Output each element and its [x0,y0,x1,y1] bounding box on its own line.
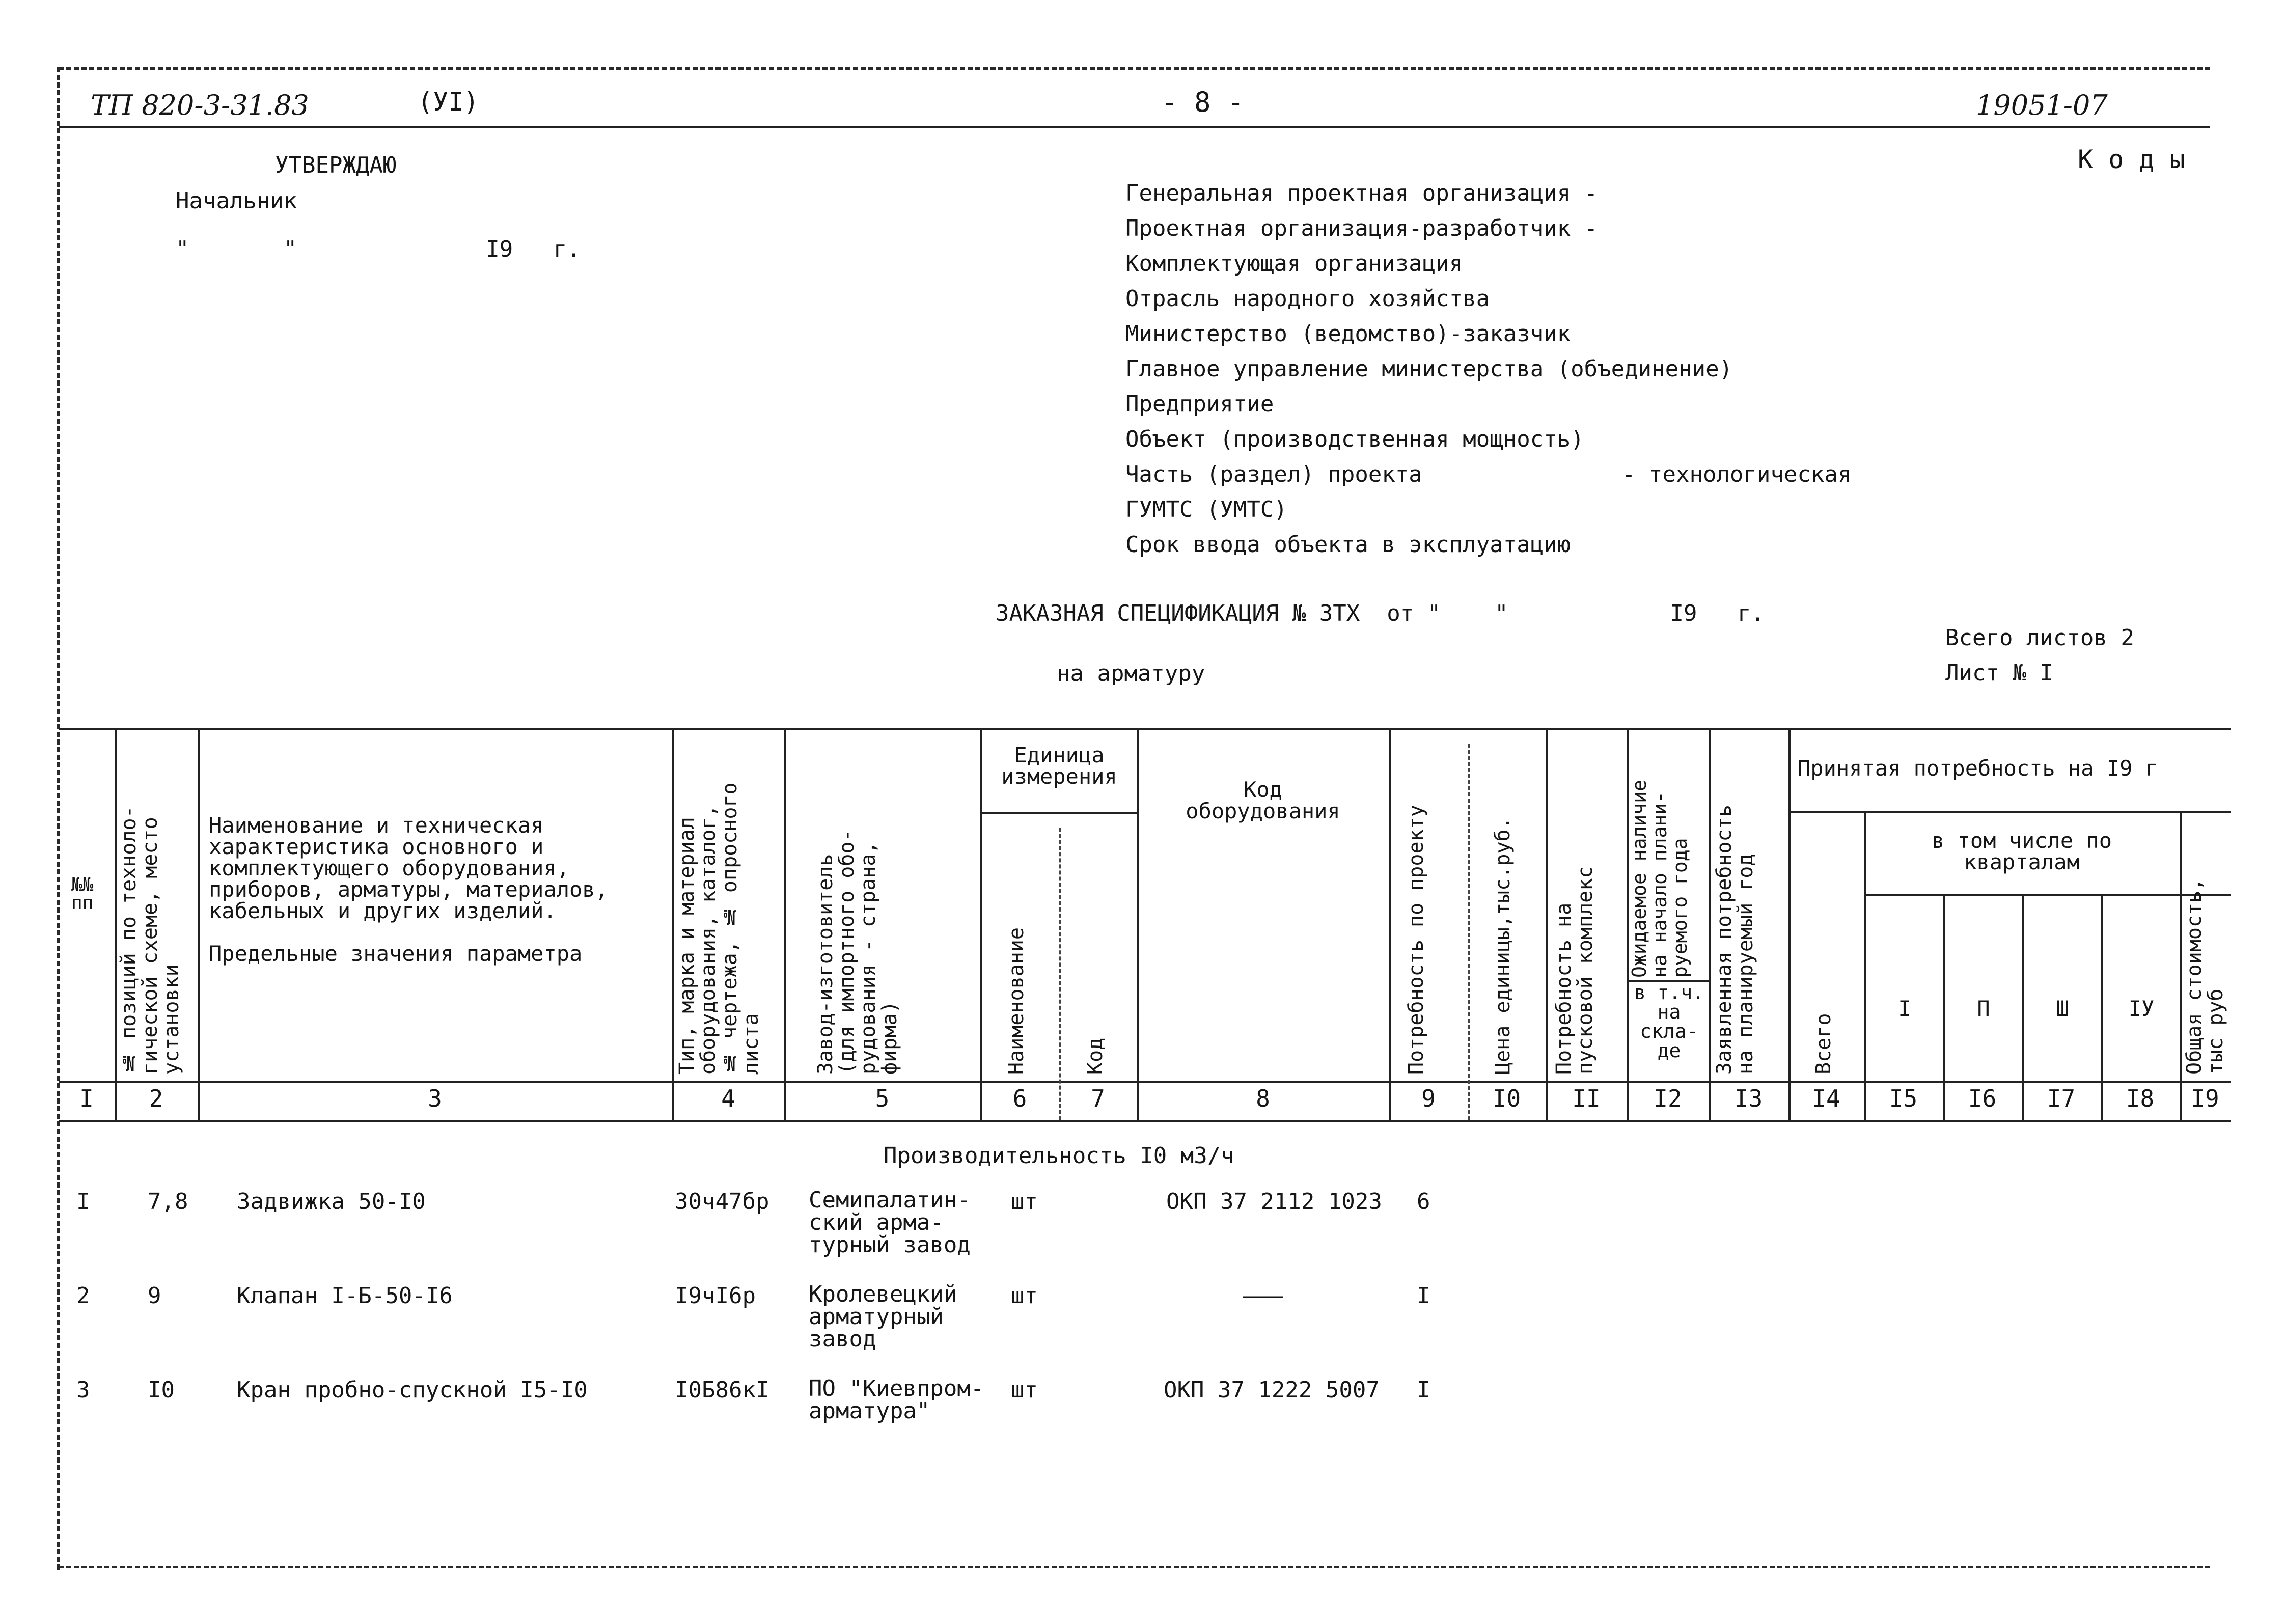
header-col-2: № позиций по техноло- гической схеме, место установки [117,806,183,1075]
column-number: I7 [2047,1085,2076,1112]
frame-left-border [57,67,60,1570]
org-line: Генеральная проектная организация - [1125,180,1598,206]
col-line-dashed [1059,828,1061,1120]
header-col-7: Код [1084,1037,1107,1075]
row-position: I0 [148,1377,175,1403]
col-line [1546,728,1548,1120]
sheet-number: Лист № I [1945,660,2053,686]
row-type: 30ч47бр [675,1189,769,1215]
column-number: I3 [1734,1085,1763,1112]
column-number: II [1572,1085,1601,1112]
col-line [1709,728,1711,1120]
header-col-8: Код оборудования [1186,777,1340,823]
column-number: 6 [1012,1085,1027,1112]
col-line [1137,728,1139,1120]
org-line: Отрасль народного хозяйства [1125,286,1490,312]
header-col-11: Потребность на пусковой комплекс [1552,866,1597,1075]
column-number: 8 [1256,1085,1270,1112]
accepted-header-line [1788,811,2231,813]
table-top-line [59,728,2231,730]
org-line: Проектная организация-разработчик - [1125,215,1598,241]
row-name: Задвижка 50-I0 [237,1189,426,1215]
row-number: I [76,1189,90,1215]
approval-title: УТВЕРЖДАЮ [275,152,397,178]
header-col-10: Цена единицы,тыс.руб. [1491,817,1515,1075]
col-line-dashed [1468,744,1470,1120]
org-line: Объект (производственная мощность) [1125,426,1584,452]
header-col-12a: Ожидаемое наличие на начало плани- руемого года [1628,780,1691,978]
header-col-3: Наименование и техническая характеристика основного и комплектующего оборудования, приборов, арматуры, материалов, кабельных и других изделий. Предельные значения параметра [209,813,608,966]
volume-number: (УI) [418,87,479,117]
column-number: I2 [1654,1085,1682,1112]
row-position: 9 [148,1283,161,1309]
spec-subtitle: на арматуру [1057,660,1205,686]
org-line: Часть (раздел) проекта [1125,461,1422,487]
row-equipment-code: ОКП 37 1222 5007 [1164,1377,1380,1403]
org-line: Предприятие [1125,391,1274,417]
row-maker: Семипалатин- ский арма- турный завод [809,1187,971,1258]
row-quantity: 6 [1417,1189,1430,1215]
header-col-17: Ш [2056,996,2069,1021]
header-col-12b: в т.ч. на скла- де [1634,981,1704,1062]
row-name: Клапан I-Б-50-I6 [237,1283,453,1309]
header-col-16: П [1977,996,1990,1021]
document-number: 19051-07 [1976,89,2108,121]
header-col-5: Завод-изготовитель (для импортного обо- рудования - страна, фирма) [814,829,901,1075]
table-header-bottom [59,1081,2231,1083]
org-line: Срок ввода объекта в эксплуатацию [1125,532,1571,558]
column-number: I [79,1085,94,1112]
header-col-13: Заявленная потребность на планируемый год [1713,805,1757,1075]
row-number: 2 [76,1283,90,1309]
frame-top-border [59,67,2210,70]
section-value: - технологическая [1622,461,1852,487]
row-type: I0Б86кI [675,1377,769,1403]
column-number: 4 [721,1085,735,1112]
org-line: Комплектующая организация [1125,251,1463,277]
table-numbers-bottom [59,1120,2231,1122]
header-col-1: №№ пп [71,874,94,914]
col-line [198,728,200,1120]
row-type: I9чI6р [675,1283,756,1309]
header-quarters: в том числе по кварталам [1931,828,2112,874]
org-line: Главное управление министерства (объединение) [1125,356,1733,382]
header-col-15: I [1898,996,1911,1021]
column-number: I4 [1812,1085,1840,1112]
spec-title: ЗАКАЗНАЯ СПЕЦИФИКАЦИЯ № 3ТХ от " " I9 г. [996,600,1765,626]
header-separator [59,126,2210,128]
column-number: 9 [1421,1085,1436,1112]
row-number: 3 [76,1377,90,1403]
row-maker: Кролевецкий арматурный завод [809,1281,957,1352]
row-quantity: I [1417,1283,1430,1309]
col-line [784,728,786,1120]
column-number: 7 [1091,1085,1105,1112]
project-code: ТП 820-3-31.83 [91,89,309,121]
col-line [1788,728,1791,1120]
header-col-18: IУ [2128,996,2155,1021]
row-unit: шт [1011,1189,1038,1215]
row-equipment-code: ——— [1243,1283,1283,1309]
approval-position: Начальник [176,188,297,214]
quarter-header-line [1864,894,2231,896]
column-number: I0 [1492,1085,1521,1112]
row-position: 7,8 [148,1189,188,1215]
col-line [2180,811,2182,1120]
row-unit: шт [1011,1377,1038,1403]
header-col-19: Общая стоимость, тыс руб [2183,878,2227,1075]
row-name: Кран пробно-спускной I5-I0 [237,1377,588,1403]
approval-date-line: " " I9 г. [176,236,581,262]
header-col-9: Потребность по проекту [1405,805,1428,1075]
unit-header-line [980,812,1137,814]
row-maker: ПО "Киевпром- арматура" [809,1375,984,1424]
col-line [672,728,674,1120]
header-unit: Единица измерения [1001,742,1117,789]
row-quantity: I [1417,1377,1430,1403]
header-col-14: Всего [1812,1013,1835,1075]
codes-title: К о д ы [2078,145,2185,174]
row-unit: шт [1011,1283,1038,1309]
org-line: ГУМТС (УМТС) [1125,497,1287,522]
column-number: I5 [1889,1085,1918,1112]
col-line [1389,728,1391,1120]
page-number: - 8 - [1161,86,1244,118]
row-equipment-code: ОКП 37 2112 1023 [1166,1189,1382,1215]
header-accepted: Принятая потребность на I9 г [1798,756,2159,781]
column-number: I9 [2191,1085,2219,1112]
group-title: Производительность I0 м3/ч [884,1143,1234,1169]
total-sheets: Всего листов 2 [1945,625,2134,651]
column-number: 3 [428,1085,442,1112]
column-number: I6 [1968,1085,1997,1112]
column-number: 2 [149,1085,163,1112]
column-number: 5 [875,1085,890,1112]
org-line: Министерство (ведомство)-заказчик [1125,321,1571,347]
header-col-6: Наименование [1005,927,1028,1075]
col-line [980,728,982,1120]
col-line [1864,811,1866,1120]
col-line [115,728,117,1120]
column-number: I8 [2126,1085,2155,1112]
header-col-4: Тип, марка и материал оборудования, каталог, № чертежа, № опросного листа [675,782,763,1075]
frame-bottom-border [59,1566,2210,1568]
